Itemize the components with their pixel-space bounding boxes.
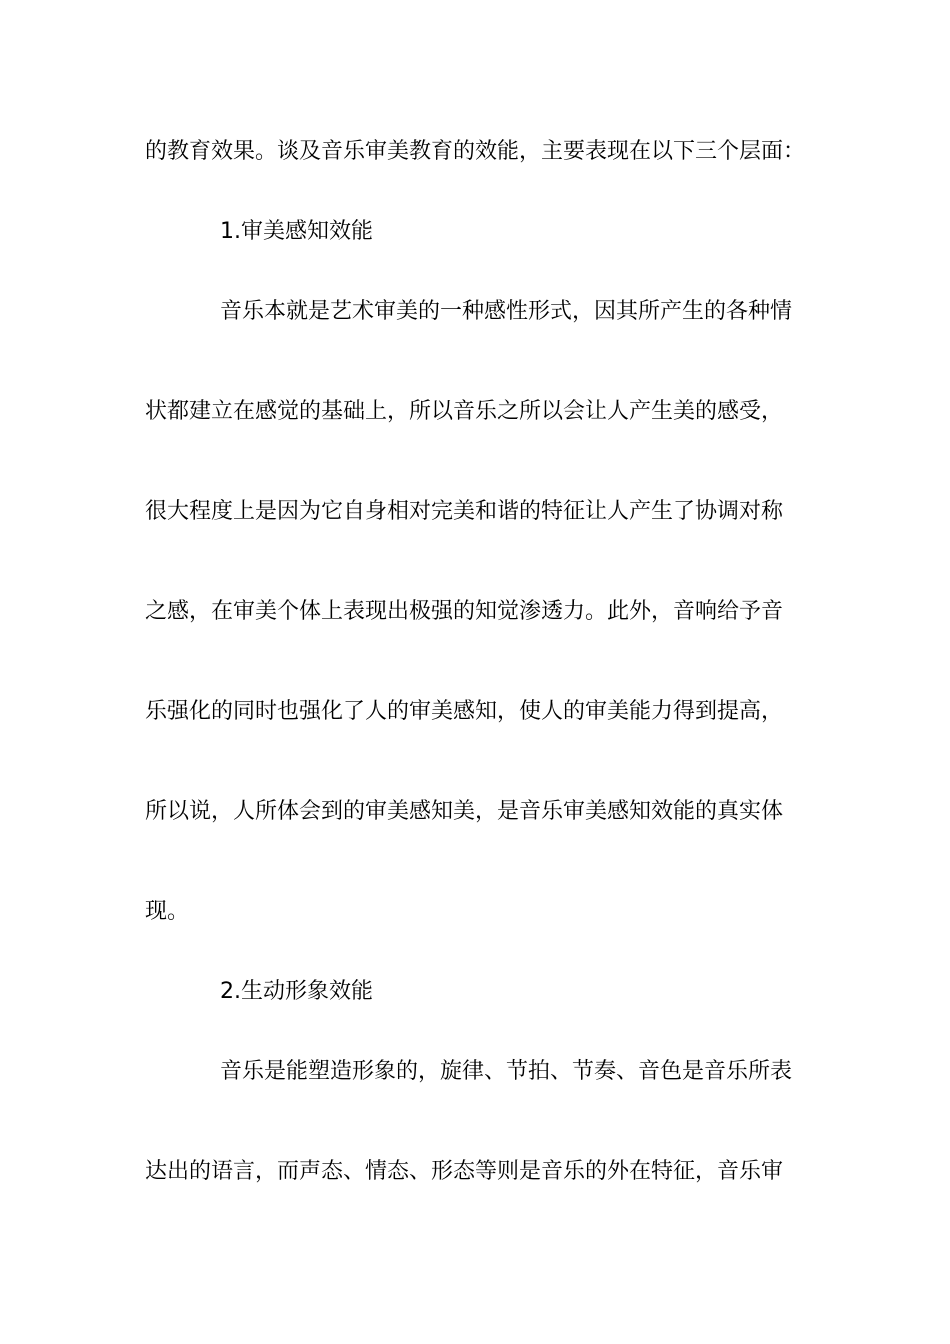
paragraph-line: 乐强化的同时也强化了人的审美感知，使人的审美能力得到提高， <box>145 699 784 724</box>
paragraph-line: 达出的语言，而声态、情态、形态等则是音乐的外在特征，音乐审 <box>145 1159 784 1184</box>
section-heading-2: 2.生动形象效能 <box>220 979 373 1004</box>
paragraph-line: 很大程度上是因为它自身相对完美和谐的特征让人产生了协调对称 <box>145 499 784 524</box>
section-heading-1: 1.审美感知效能 <box>220 219 373 244</box>
paragraph-continuation-line: 的教育效果。谈及音乐审美教育的效能，主要表现在以下三个层面： <box>145 139 806 164</box>
paragraph-line: 所以说，人所体会到的审美感知美，是音乐审美感知效能的真实体 <box>145 799 784 824</box>
paragraph-line: 音乐是能塑造形象的，旋律、节拍、节奏、音色是音乐所表 <box>220 1059 793 1084</box>
paragraph-line: 之感，在审美个体上表现出极强的知觉渗透力。此外，音响给予音 <box>145 599 784 624</box>
paragraph-line: 状都建立在感觉的基础上，所以音乐之所以会让人产生美的感受， <box>145 399 784 424</box>
paragraph-line: 音乐本就是艺术审美的一种感性形式，因其所产生的各种情 <box>220 299 793 324</box>
paragraph-line: 现。 <box>145 899 190 924</box>
